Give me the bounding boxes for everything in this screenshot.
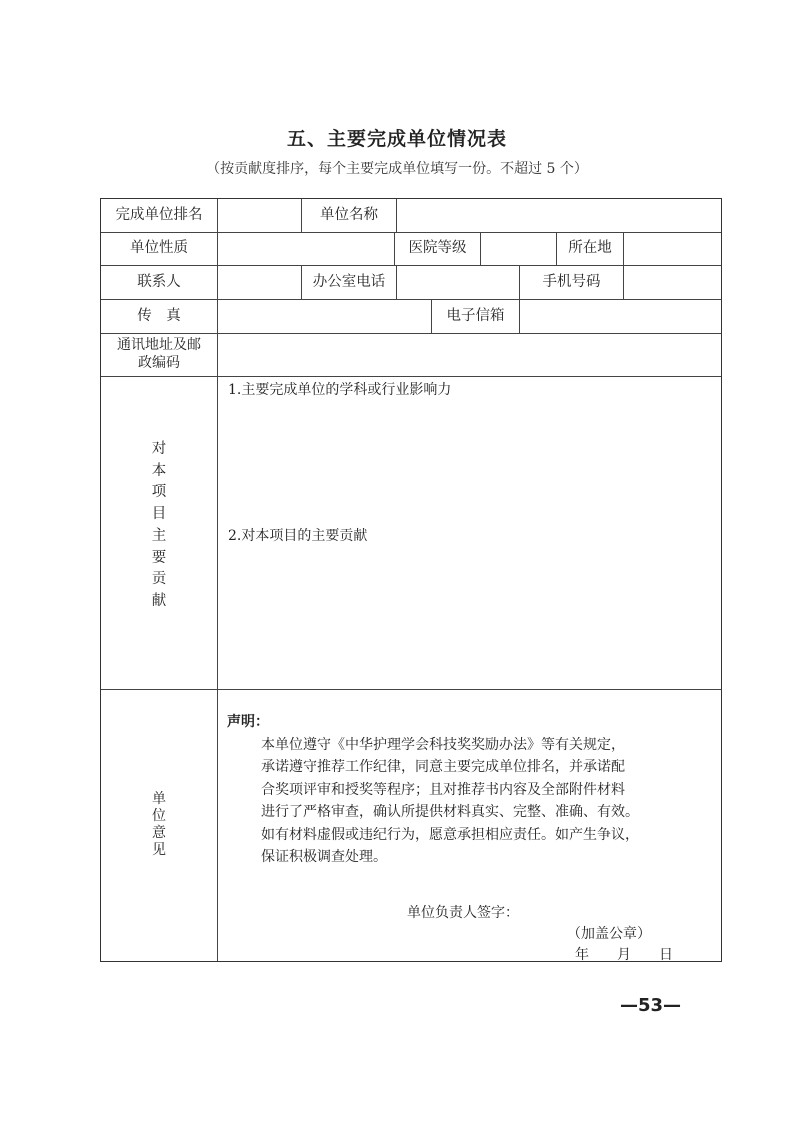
- hospital-grade-field[interactable]: [481, 232, 556, 265]
- location-field[interactable]: [624, 232, 721, 265]
- statement-line: 保证积极调查处理。: [261, 849, 387, 865]
- statement-line: 承诺遵守推荐工作纪律，同意主要完成单位排名，并承诺配: [261, 759, 625, 775]
- rank-field[interactable]: [218, 199, 301, 232]
- contribution-item-main: 2.对本项目的主要贡献: [228, 528, 368, 544]
- statement-line: 合奖项评审和授奖等程序；且对推荐书内容及全部附件材料: [261, 781, 625, 798]
- rank-label: 完成单位排名: [115, 207, 203, 224]
- mobile-field[interactable]: [624, 265, 721, 299]
- address-label: 通讯地址及邮政编码: [117, 337, 201, 371]
- office-phone-field[interactable]: [397, 265, 519, 299]
- statement-line: 如有材料虚假或违纪行为，愿意承担相应责任。如产生争议，: [261, 826, 639, 843]
- fax-field[interactable]: [218, 299, 431, 333]
- opinion-label: 单位意见: [152, 791, 166, 858]
- seal-label: （加盖公章）: [567, 926, 651, 942]
- fax-label: 传 真: [137, 307, 181, 324]
- statement-heading: 声明：: [227, 714, 269, 730]
- contact-label: 联系人: [137, 273, 181, 290]
- email-label: 电子信箱: [446, 307, 505, 324]
- contribution-label: 对本项目主要贡献: [151, 441, 167, 609]
- statement-block: [227, 711, 639, 869]
- email-field[interactable]: [520, 299, 721, 333]
- page-subtitle: （按贡献度排序，每个主要完成单位填写一份。不超过 5 个）: [206, 161, 588, 177]
- statement-line: 本单位遵守《中华护理学会科技奖奖励办法》等有关规定，: [261, 736, 625, 753]
- location-label: 所在地: [568, 240, 612, 257]
- unit-name-field[interactable]: [397, 199, 721, 232]
- unit-info-form: [100, 198, 722, 962]
- page-title: 五、主要完成单位情况表: [286, 128, 507, 150]
- signature-label: 单位负责人签字：: [407, 905, 519, 921]
- mobile-label: 手机号码: [542, 273, 601, 290]
- office-phone-label: 办公室电话: [312, 273, 386, 290]
- page-number: —53—: [620, 995, 682, 1016]
- unit-name-label: 单位名称: [320, 207, 378, 224]
- contribution-item-influence: 1.主要完成单位的学科或行业影响力: [228, 382, 452, 398]
- unit-nature-label: 单位性质: [130, 240, 188, 257]
- hospital-grade-label: 医院等级: [408, 240, 467, 257]
- date-label: 年 月 日: [575, 947, 673, 963]
- address-field[interactable]: [218, 333, 721, 376]
- contact-field[interactable]: [218, 265, 301, 299]
- statement-line: 进行了严格审查，确认所提供材料真实、完整、准确、有效。: [261, 804, 639, 820]
- unit-nature-field[interactable]: [218, 232, 394, 265]
